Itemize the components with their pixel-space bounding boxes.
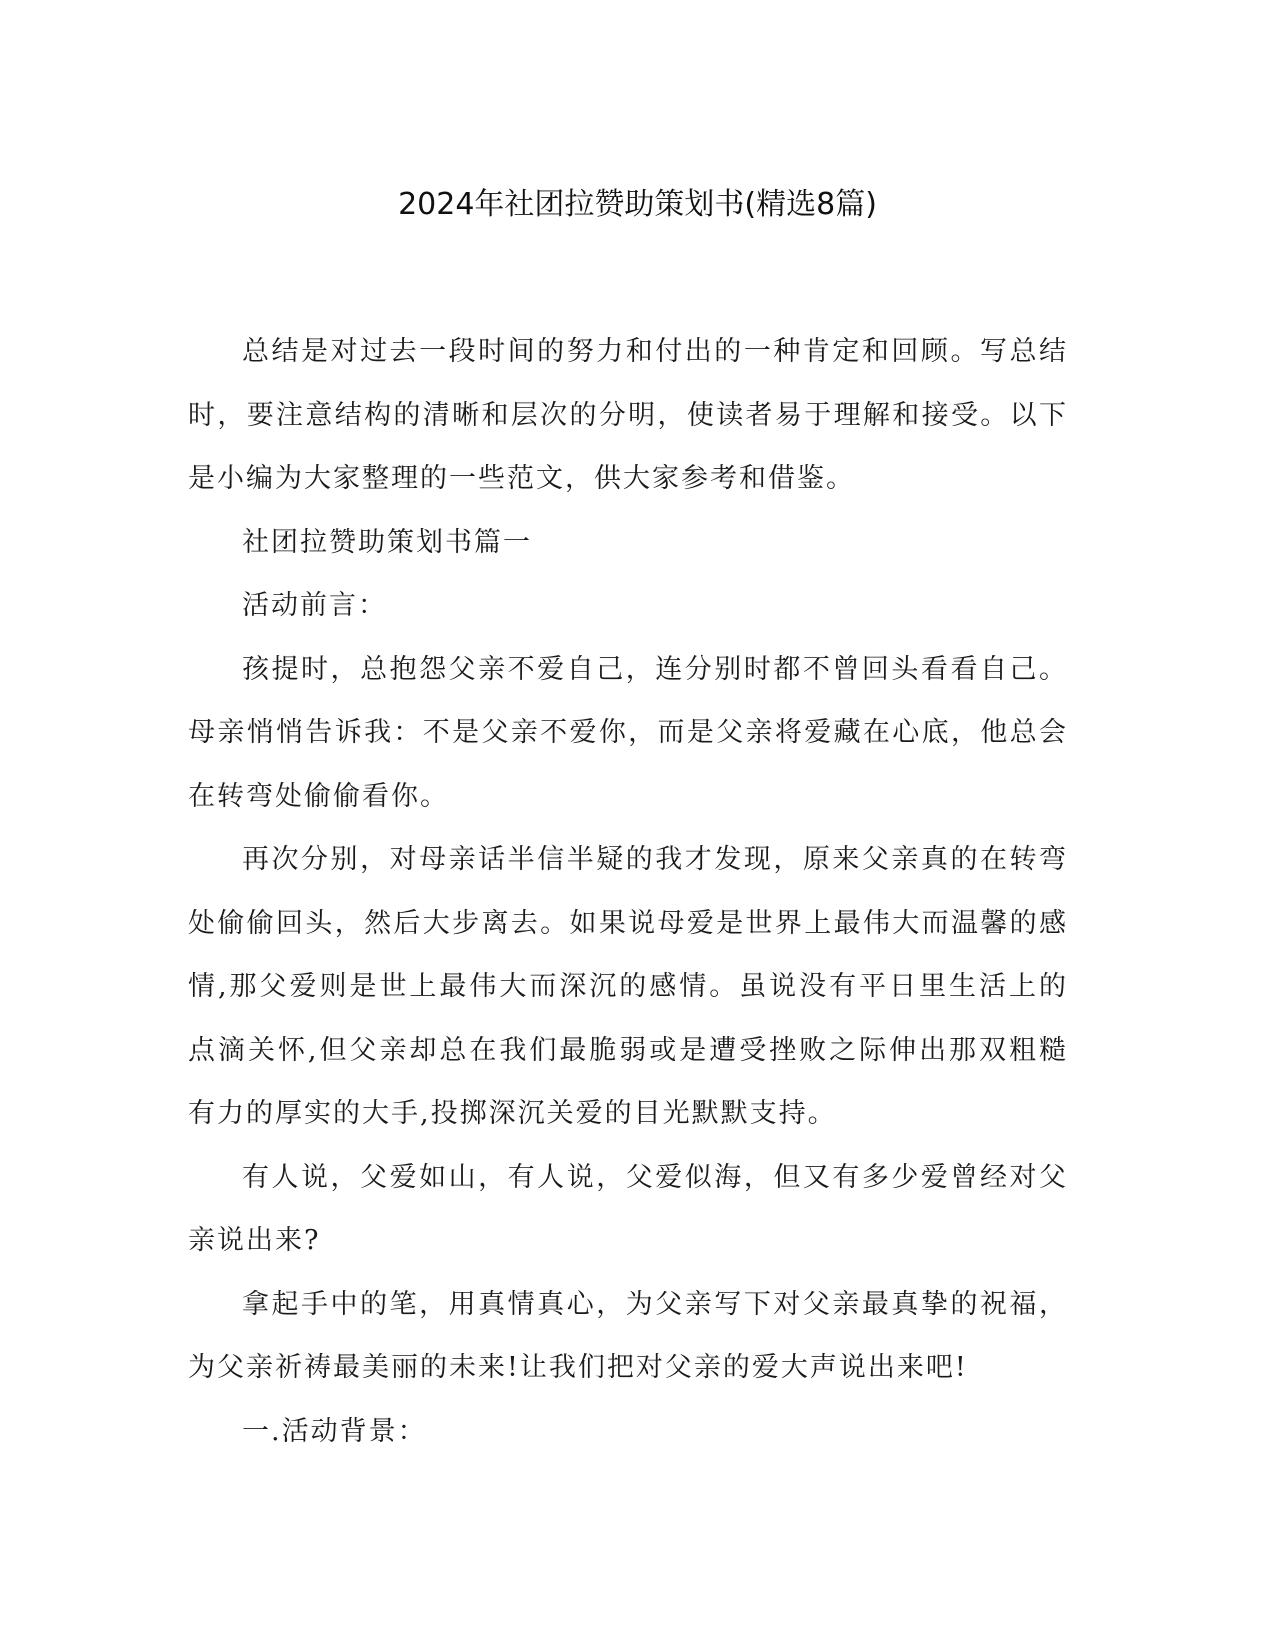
paragraph: 有人说，父爱如山，有人说，父爱似海，但又有多少爱曾经对父亲说出来?	[188, 1161, 1068, 1256]
paragraph: 孩提时，总抱怨父亲不爱自己，连分别时都不曾回头看看自己。母亲悄悄告诉我：不是父亲不爱你，而是父亲将爱藏在心底，他总会在转弯处偷偷看你。	[188, 653, 1068, 812]
paragraph: 再次分别，对母亲话半信半疑的我才发现，原来父亲真的在转弯处偷偷回头，然后大步离去。如果说母爱是世界上最伟大而温馨的感情,那父爱则是世上最伟大而深沉的感情。虽说没有平日里生活上的点滴关怀,但父亲却总在我们最脆弱或是遭受挫败之际伸出那双粗糙有力的厚实的大手,投掷深沉关爱的目光默默支持。	[188, 844, 1068, 1129]
document-title: 2024年社团拉赞助策划书(精选8篇)	[398, 187, 877, 222]
subheading-background: 一.活动背景：	[242, 1415, 427, 1447]
section-heading: 社团拉赞助策划书篇一	[242, 526, 532, 558]
paragraph: 拿起手中的笔，用真情真心，为父亲写下对父亲最真挚的祝福，为父亲祈祷最美丽的未来!让我们把对父亲的爱大声说出来吧!	[188, 1288, 1068, 1383]
document-body	[188, 320, 1068, 1463]
paragraph-intro: 总结是对过去一段时间的努力和付出的一种肯定和回顾。写总结时，要注意结构的清晰和层次的分明，使读者易于理解和接受。以下是小编为大家整理的一些范文，供大家参考和借鉴。	[188, 336, 1068, 494]
subheading-preface: 活动前言：	[242, 590, 387, 621]
